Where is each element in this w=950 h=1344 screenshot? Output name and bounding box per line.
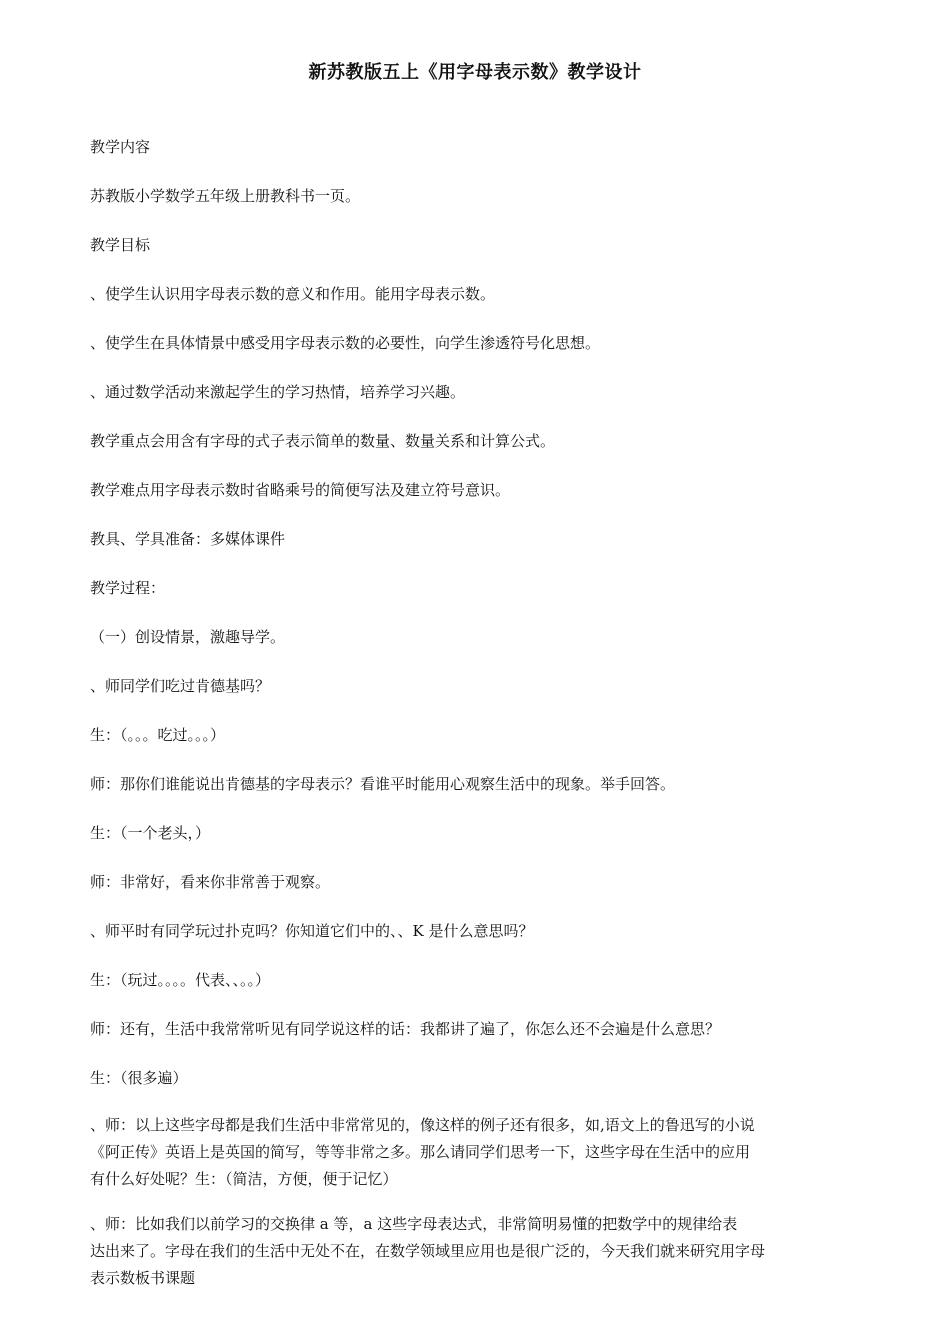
- dialogue-line: 、师同学们吃过肯德基吗？: [90, 677, 271, 695]
- dialogue-line: 生：（玩过。。。。代表、、。。）: [90, 971, 271, 989]
- teaching-content-text: 苏教版小学数学五年级上册教科书一页。: [90, 187, 361, 205]
- paragraph-line: 、师：比如我们以前学习的交换律 a 等，a 这些字母表达式，非常简明易懂的把数学中的规律给表: [90, 1215, 738, 1233]
- paragraph-line: 有什么好处呢？生：（简洁，方便，便于记忆）: [90, 1170, 398, 1188]
- goal-item-3: 、通过数学活动来激起学生的学习热情，培养学习兴趣。: [90, 383, 466, 401]
- dialogue-line: 、师平时有同学玩过扑克吗？你知道它们中的、、K 是什么意思吗？: [90, 922, 534, 940]
- teaching-aids: 教具、学具准备：多媒体课件: [90, 530, 286, 548]
- document-title: 新苏教版五上《用字母表示数》教学设计: [308, 62, 642, 83]
- dialogue-line: 师：非常好，看来你非常善于观察。: [90, 873, 331, 891]
- dialogue-line: 生：（一个老头，）: [90, 824, 211, 842]
- teaching-focus: 教学重点会用含有字母的式子表示简单的数量、数量关系和计算公式。: [90, 432, 556, 450]
- paragraph-line: 表示数板书课题: [90, 1269, 196, 1287]
- teaching-difficulty: 教学难点用字母表示数时省略乘号的简便写法及建立符号意识。: [90, 481, 511, 499]
- paragraph-letters-in-life: [90, 1112, 865, 1193]
- dialogue-line: 师：那你们谁能说出肯德基的字母表示？看谁平时能用心观察生活中的现象。举手回答。: [90, 775, 676, 793]
- dialogue-line: 师：还有，生活中我常常听见有同学说这样的话：我都讲了遍了，你怎么还不会遍是什么意思？: [90, 1020, 721, 1038]
- paragraph-line: 达出来了。字母在我们的生活中无处不在，在数学领域里应用也是很广泛的，今天我们就来研究用字母: [90, 1242, 766, 1260]
- heading-teaching-content: 教学内容: [90, 138, 151, 156]
- heading-teaching-goals: 教学目标: [90, 236, 151, 254]
- dialogue-line: 生：（。。。吃过。。。）: [90, 726, 226, 744]
- goal-item-1: 、使学生认识用字母表示数的意义和作用。能用字母表示数。: [90, 285, 496, 303]
- paragraph-introduce-topic: [90, 1211, 865, 1292]
- paragraph-line: 、师：以上这些字母都是我们生活中非常常见的，像这样的例子还有很多，如,语文上的鲁迅写的小说: [90, 1116, 755, 1134]
- dialogue-line: 生：（很多遍）: [90, 1069, 188, 1087]
- heading-teaching-process: 教学过程：: [90, 579, 166, 597]
- section-heading-1: （一）创设情景，激趣导学。: [90, 628, 286, 646]
- paragraph-line: 《阿正传》英语上是英国的简写，等等非常之多。那么请同学们思考一下，这些字母在生活中的应用: [90, 1143, 751, 1161]
- goal-item-2: 、使学生在具体情景中感受用字母表示数的必要性，向学生渗透符号化思想。: [90, 334, 601, 352]
